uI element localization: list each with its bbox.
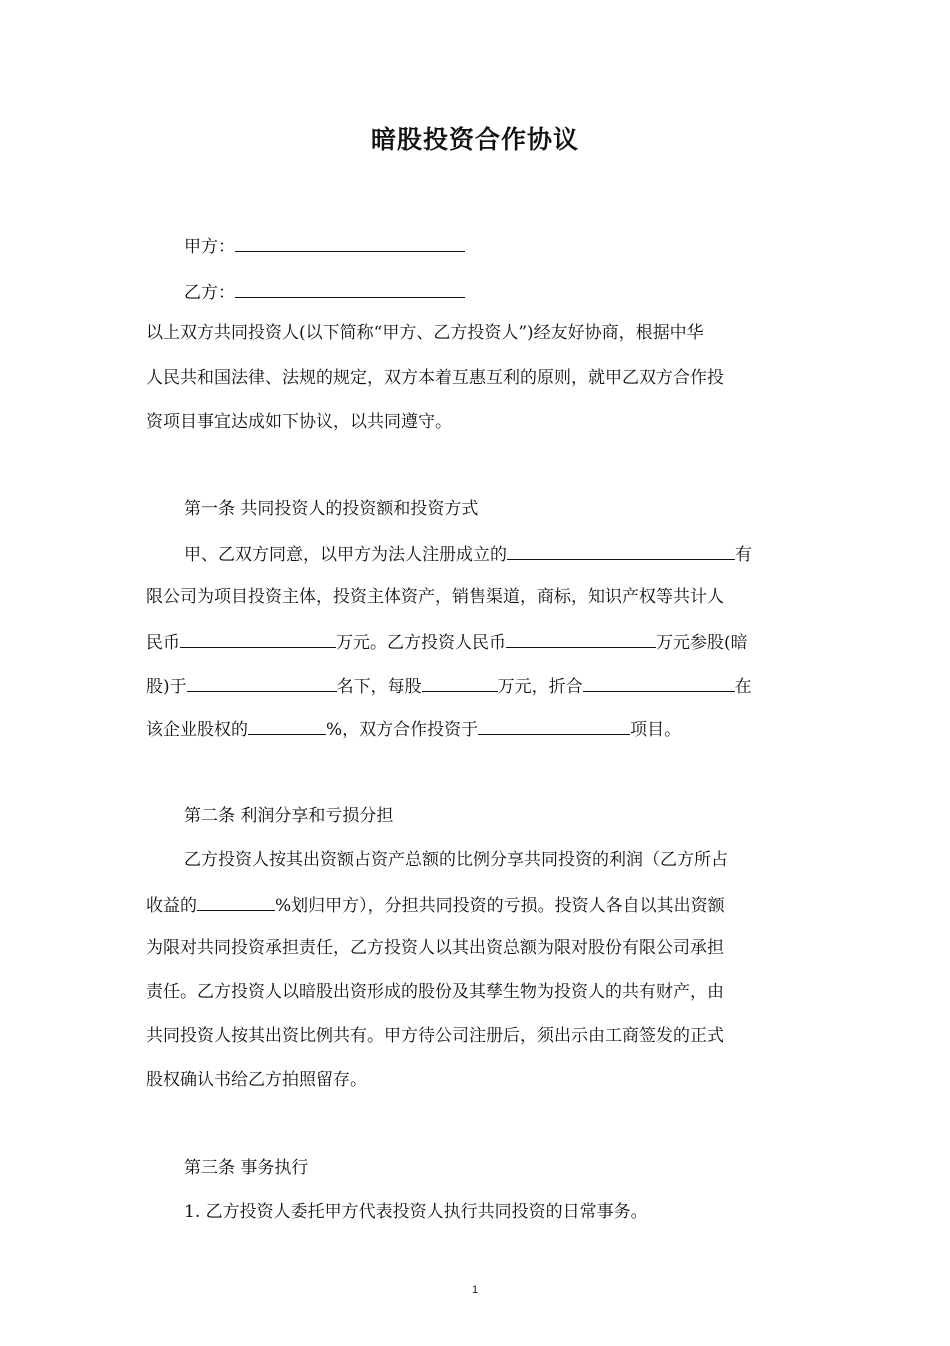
article1-text: 万元。乙方投资人民币 [336, 633, 506, 653]
article1-heading: 第一条 共同投资人的投资额和投资方式 [184, 499, 479, 519]
article3-heading: 第三条 事务执行 [184, 1158, 309, 1178]
article1-text: 甲、乙双方同意，以甲方为法人注册成立的 [184, 545, 507, 565]
party-a-blank [235, 233, 465, 252]
party-b-line [184, 279, 806, 305]
article1-line: 限公司为项目投资主体，投资主体资产，销售渠道，商标，知识产权等共计人 [146, 587, 724, 607]
page-number: 1 [471, 1284, 479, 1296]
total-amount-blank [180, 629, 336, 648]
holder-name-blank [187, 673, 337, 692]
equivalent-blank [583, 673, 735, 692]
article1-text: 有 [735, 545, 752, 565]
per-share-blank [422, 673, 498, 692]
article2-line: 共同投资人按其出资比例共有。甲方待公司注册后，须出示由工商签发的正式 [146, 1026, 724, 1046]
article1-text: 项目。 [630, 720, 682, 740]
article2-line: 乙方投资人按其出资额占资产总额的比例分享共同投资的利润（乙方所占 [184, 850, 728, 870]
article1-text: 该企业股权的 [146, 720, 248, 740]
article2-heading: 第二条 利润分享和亏损分担 [184, 806, 394, 826]
article1-text: 在 [734, 677, 752, 697]
article2-line [146, 892, 806, 918]
article2-line: 股权确认书给乙方拍照留存。 [146, 1070, 367, 1090]
article1-text: 万元，折合 [497, 677, 583, 697]
article1-text: 股)于 [146, 677, 187, 697]
party-a-line [184, 233, 806, 259]
article3-item: 1. 乙方投资人委托甲方代表投资人执行共同投资的日常事务。 [184, 1202, 648, 1222]
article2-text: %划归甲方），分担共同投资的亏损。投资人各自以其出资额 [275, 896, 725, 916]
project-name-blank [478, 716, 630, 735]
article1-line [146, 629, 806, 655]
article1-line [184, 541, 806, 567]
intro-line: 以上双方共同投资人(以下简称“甲方、乙方投资人”)经友好协商，根据中华 [146, 323, 704, 343]
article1-text: 民币 [146, 633, 180, 653]
document-title: 暗股投资合作协议 [370, 125, 579, 154]
profit-percent-blank [197, 892, 275, 911]
party-a-label: 甲方： [184, 237, 235, 257]
equity-percent-blank [248, 716, 326, 735]
b-amount-blank [506, 629, 656, 648]
party-b-blank [235, 279, 465, 298]
article2-line: 责任。乙方投资人以暗股出资形成的股份及其孳生物为投资人的共有财产，由 [146, 982, 724, 1002]
intro-line: 人民共和国法律、法规的规定，双方本着互惠互利的原则，就甲乙双方合作投 [146, 368, 724, 388]
article1-text: 万元参股(暗 [656, 633, 748, 653]
intro-line: 资项目事宜达成如下协议，以共同遵守。 [146, 412, 452, 432]
company-name-blank [507, 541, 735, 560]
article1-text: %，双方合作投资于 [326, 720, 479, 740]
article1-line [146, 673, 806, 699]
article1-line [146, 716, 806, 742]
party-b-label: 乙方： [184, 283, 235, 303]
article2-text: 收益的 [146, 896, 197, 916]
article2-line: 为限对共同投资承担责任，乙方投资人以其出资总额为限对股份有限公司承担 [146, 938, 724, 958]
article1-text: 名下，每股 [336, 677, 422, 697]
